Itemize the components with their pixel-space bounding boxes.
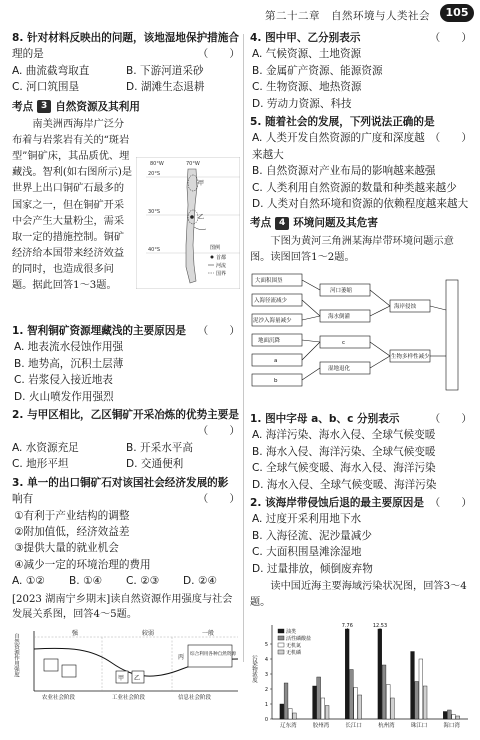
capital-symbol (190, 215, 194, 219)
q3-item-2: ②附加值低，经济效益差 (14, 525, 130, 538)
q5-option-c[interactable]: C. 人类利用自然资源的数量和种类越来越少 (252, 181, 457, 194)
region-yi-label: 乙 (198, 214, 205, 222)
chile-map (136, 157, 240, 289)
chart-ylabel: 污染物浓度 (251, 654, 257, 683)
bar (325, 705, 329, 719)
q3-stem-2: 响有 (12, 493, 34, 506)
q4-option-c[interactable]: C. 生物资源、地热资源 (252, 81, 362, 94)
bar (382, 665, 386, 719)
bar (452, 714, 456, 719)
bar-overflow-label: 7.76 (341, 622, 353, 629)
right-column (250, 30, 472, 740)
bar (443, 711, 447, 719)
question-2-right (250, 495, 472, 577)
bar-overflow-label: 12.53 (372, 622, 388, 629)
r-q1-stem: 1. 图中字母 a、b、c 分别表示 (250, 412, 400, 425)
q2-option-a[interactable]: A. 水资源充足 (12, 441, 79, 454)
category-label: 珠江口 (410, 722, 428, 729)
lat-label-40: 40°S (148, 247, 161, 254)
legend-label: 无机氮 (286, 642, 302, 649)
legend-title: 图例 (210, 245, 221, 252)
node-biodiversity: 生物多样性减少 (391, 353, 430, 360)
q1-option-b[interactable]: B. 地势高，沉积土层薄 (14, 357, 124, 370)
section-number-badge: 3 (37, 100, 51, 113)
q3-option-b[interactable]: B. ①④ (69, 575, 102, 588)
intro-q1-2: 下图为黄河三角洲某海岸带环境问题示意图。读图回答1～2题。 (250, 235, 454, 263)
q1-option-c[interactable]: C. 岩浆侵入接近地表 (14, 374, 113, 387)
region-jia-label: 甲 (198, 180, 205, 188)
q2-option-d[interactable]: D. 交通便利 (126, 458, 184, 471)
question-8 (12, 30, 240, 96)
section-label-4: 考点 (250, 217, 272, 230)
q8-option-b[interactable]: B. 下游河道采砂 (126, 64, 204, 77)
q3-option-c[interactable]: C. ②③ (126, 575, 160, 588)
question-5 (250, 114, 472, 212)
section-heading-3 (12, 99, 240, 115)
q1-stem: 1. 智利铜矿资源埋藏浅的主要原因是 (12, 325, 186, 338)
box-bing: 丙 (178, 654, 185, 662)
q2-option-b[interactable]: B. 开采水平高 (126, 441, 193, 454)
q3-item-4: ④减少一定的环境治理的费用 (14, 558, 151, 571)
y-tick-label: 4 (264, 656, 268, 663)
passage-text: 南美洲西海岸广泛分布着与岩浆岩有关的“斑岩型”铜矿床，其品质优、埋藏浅。智利(如右图所示)是世界上出口铜矿石最多的国家之一，但在铜矿开采中会产生大量粉尘，需采取一定的措施控制。铜矿经济给本国带来经济效益的同时，也造成很多问题。据此回答1～3题。 (12, 119, 133, 292)
stage-info: 信息社会阶段 (178, 695, 212, 702)
intro-q4-5: [2023 湖南宁乡期末]读自然资源作用强度与社会发展关系图，回答4～5题。 (12, 593, 233, 621)
r-q2-paren: （ ） (429, 496, 472, 509)
q4-option-a[interactable]: A. 气候资源、土地资源 (252, 48, 362, 61)
y-tick-label: 2 (264, 686, 268, 693)
bar (358, 695, 362, 719)
q3-item-1: ①有利于产业结构的调整 (14, 509, 130, 522)
node-runoff-reduce: 入海径流减少 (254, 297, 288, 304)
q2-paren: （ ） (197, 425, 240, 438)
box-jia: 甲 (118, 675, 125, 683)
q8-option-a[interactable]: A. 曲流截弯取直 (12, 64, 90, 77)
node-a: a (274, 357, 278, 364)
bar (345, 629, 349, 719)
box-yi: 乙 (134, 675, 141, 683)
bar (354, 687, 358, 719)
page-header (0, 0, 480, 28)
bar (321, 698, 325, 719)
stage-industry: 工业社会阶段 (112, 695, 146, 702)
lon-label-70: 70°W (186, 161, 200, 168)
r-q2-option-b[interactable]: B. 入海径流、泥沙量减少 (252, 529, 372, 542)
y-tick-label: 1 (264, 701, 268, 708)
legend-item-border: 国界 (216, 271, 227, 278)
q4-stem: 4. 图中甲、乙分别表示 (250, 32, 361, 44)
category-label: 长江口 (345, 722, 362, 729)
bar (456, 716, 460, 719)
q2-option-c[interactable]: C. 地形平坦 (12, 458, 69, 471)
bar (386, 684, 390, 719)
r-q2-option-c[interactable]: C. 大面积围垦滩涂湿地 (252, 546, 362, 559)
bar (349, 669, 353, 719)
q8-stem: 8. 针对材料反映出的问题，该地湿地保护措施合 (12, 32, 239, 44)
legend-swatch (278, 643, 284, 647)
section-heading-4 (250, 215, 472, 231)
bar (288, 708, 292, 719)
bar (447, 710, 451, 719)
r-q2-option-a[interactable]: A. 过度开采利用地下水 (252, 513, 362, 526)
r-q1-option-b[interactable]: B. 海水入侵、海洋污染、全球气候变暖 (252, 445, 436, 458)
bar (293, 713, 297, 719)
page-number: 105 (440, 4, 474, 22)
section-title: 自然资源及其利用 (55, 100, 140, 113)
legend-label: 无机磷 (286, 649, 302, 656)
legend-item-capital: 首都 (216, 255, 227, 262)
y-tick-label: 0 (264, 716, 268, 723)
q5-option-b[interactable]: B. 自然资源对产业布局的影响越来越强 (252, 165, 436, 178)
bar (378, 629, 382, 719)
q4-option-d[interactable]: D. 劳动力资源、科技 (252, 97, 352, 110)
legend-label: 油类 (286, 628, 297, 635)
q8-option-c[interactable]: C. 河口筑围垦 (12, 81, 80, 94)
intro-q3-4: 读中国近海主要海域污染状况图，回答3～4题。 (250, 580, 467, 608)
node-coastal-erosion: 海岸侵蚀 (394, 303, 417, 310)
q3-stem: 3. 单一的出口铜矿石对该国社会经济发展的影 (12, 476, 229, 489)
q3-item-3: ③提供大量的就业机会 (14, 542, 119, 555)
bar (317, 677, 321, 719)
left-column (12, 30, 240, 707)
question-1-left (12, 323, 240, 405)
question-1-right (250, 411, 472, 493)
q5-stem: 5. 随着社会的发展，下列说法正确的是 (250, 116, 435, 129)
r-q1-option-d[interactable]: D. 海水入侵、全球气候变暖、海洋污染 (252, 478, 437, 491)
node-river-mouth: 河口萎缩 (330, 287, 353, 294)
q8-option-d[interactable]: D. 湖滩生态退耕 (126, 81, 205, 94)
question-2-left (12, 407, 240, 473)
legend-swatch (278, 636, 284, 640)
node-subsidence: 地面沉降 (258, 337, 281, 344)
resource-intensity-chart (12, 625, 240, 701)
level-weak: 较弱 (142, 630, 155, 638)
y-tick-label: 3 (264, 671, 268, 678)
q4-option-b[interactable]: B. 金属矿产资源、能源资源 (252, 64, 383, 77)
q5-option-d[interactable]: D. 人类对自然环境和资源的依赖程度越来越大 (252, 198, 469, 211)
q5-option-a[interactable]: A. 人类开发自然资源的广度和深度越来越大 (252, 132, 425, 161)
legend-swatch (278, 650, 284, 654)
r-q2-stem: 2. 该海岸带侵蚀后退的最主要原因是 (250, 496, 424, 509)
bar (423, 686, 427, 719)
bar (313, 686, 317, 719)
bottom-chart-ylabel: 自然资源作用强度 (13, 633, 19, 678)
r-q2-option-d[interactable]: D. 过量排放，倾倒废弃物 (252, 562, 373, 575)
question-4 (250, 30, 472, 112)
q1-option-a[interactable]: A. 地表流水侵蚀作用强 (14, 341, 124, 354)
y-tick-label: 5 (264, 641, 268, 648)
category-label: 胶州湾 (312, 722, 330, 729)
node-sea-intrusion: 海水倒灌 (328, 313, 351, 320)
category-label: 辽东湾 (280, 722, 297, 729)
q8-paren: （ ） (197, 48, 240, 61)
r-q1-option-c[interactable]: C. 全球气候变暖、海水入侵、海洋污染 (252, 462, 436, 475)
node-wetland: 湿地退化 (328, 365, 351, 372)
level-strong: 强 (72, 630, 79, 638)
legend-label: 活性磷酸盐 (286, 635, 312, 642)
q1-paren: （ ） (197, 325, 240, 338)
section-number-badge-4: 4 (275, 217, 289, 230)
question-3-left (12, 475, 240, 590)
q1-option-d[interactable]: D. 火山喷发作用强烈 (14, 390, 114, 403)
comprehensive-use-note: 综合利用各种自然资源 (190, 652, 236, 658)
r-q1-option-a[interactable]: A. 海洋污染、海水入侵、全球气候变暖 (252, 429, 436, 442)
section-title-4: 环境问题及其危害 (293, 217, 378, 230)
q3-paren: （ ） (197, 493, 240, 506)
bar (280, 704, 284, 719)
q2-stem: 2. 与甲区相比，乙区铜矿开采冶炼的优势主要是 (12, 409, 239, 422)
section-label: 考点 (12, 100, 34, 113)
category-label: 杭州湾 (378, 722, 395, 729)
lat-label-20: 20°S (148, 171, 161, 178)
node-reclamation: 大面积围垦 (255, 277, 283, 284)
q3-option-d[interactable]: D. ②④ (183, 575, 217, 588)
lon-label-80: 80°W (150, 161, 164, 168)
node-b: b (274, 377, 278, 384)
r-q1-paren: （ ） (429, 412, 472, 425)
level-normal: 一般 (202, 630, 215, 638)
bar (284, 683, 288, 719)
lat-label-30: 30°S (148, 209, 161, 216)
q8-stem-2: 理的是 (12, 48, 44, 61)
node-sediment-reduce: 泥沙入海量减少 (253, 317, 292, 324)
chapter-title: 第二十二章 自然环境与人类社会 (265, 10, 430, 22)
node-c: c (342, 339, 346, 346)
coastal-problem-diagram (250, 270, 472, 404)
chile-passage (12, 117, 240, 323)
q3-option-a[interactable]: A. ①② (12, 575, 45, 588)
q4-paren: （ ） (429, 32, 472, 44)
stage-agri: 农业社会阶段 (42, 695, 76, 702)
column-divider (243, 34, 244, 662)
bar (411, 651, 415, 719)
pollution-bar-chart (250, 615, 472, 735)
category-label: 海口湾 (443, 722, 460, 729)
bar (391, 698, 395, 719)
bar (415, 681, 419, 719)
q5-paren: （ ） (429, 132, 472, 145)
legend-item-river: 河流 (216, 263, 227, 270)
legend-swatch (278, 629, 284, 633)
